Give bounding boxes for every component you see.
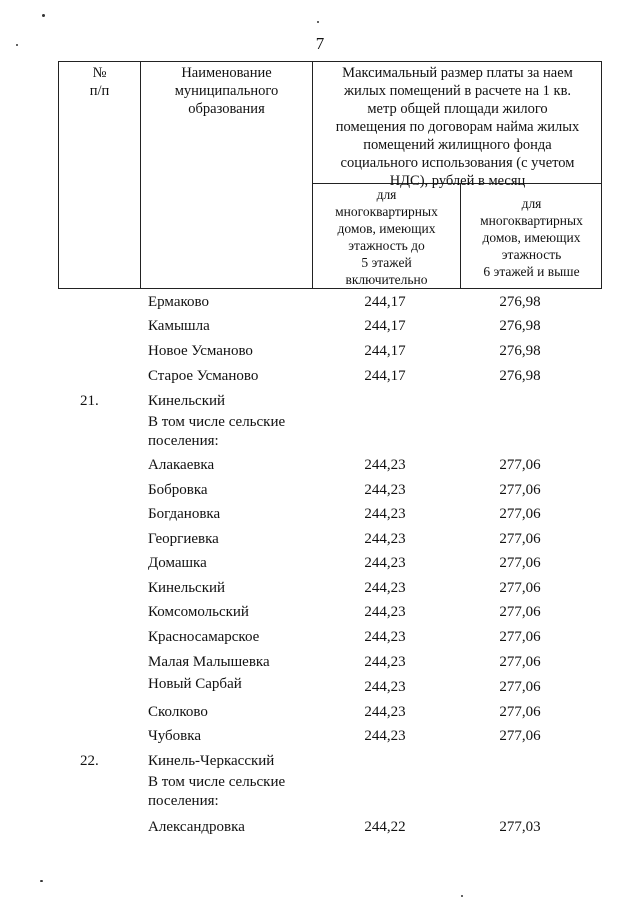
rent-6-plus: 277,06: [499, 506, 541, 522]
rent-6-plus: 276,98: [499, 368, 541, 384]
table-row: [0, 555, 640, 575]
settlement-name: Чубовка: [148, 728, 201, 744]
header-col-max-rent: Максимальный размер платы за наем жилых помещений в расчете на 1 кв. метр общей площади жилого помещения по договорам найма жилых помещений жилищного фонда социального использования (с учетом НДС), рублей в месяц: [335, 65, 580, 189]
settlement-name: Новый Сарбай: [148, 676, 242, 692]
settlement-name: Старое Усманово: [148, 368, 259, 384]
settlement-name: Кинельский: [148, 580, 226, 596]
settlement-name: Ермаково: [148, 294, 209, 310]
scan-speck: [40, 880, 43, 882]
rent-6-plus: 277,06: [499, 604, 541, 620]
rent-up-to-5: 244,23: [364, 506, 406, 522]
table-header: [58, 61, 602, 289]
rent-up-to-5: 244,23: [364, 728, 406, 744]
rent-6-plus: 276,98: [499, 294, 541, 310]
rent-up-to-5: 244,17: [364, 294, 406, 310]
district-row: [0, 393, 640, 413]
settlement-name: Камышла: [148, 318, 210, 334]
settlement-name: Сколково: [148, 704, 208, 720]
settlement-name: Малая Малышевка: [148, 654, 270, 670]
table-row: [0, 482, 640, 502]
header-col-up-to-5-floors: для многоквартирных домов, имеющих этажность до 5 этажей включительно: [335, 187, 438, 287]
scan-speck: [42, 14, 45, 17]
settlement-name: Домашка: [148, 555, 207, 571]
table-row: [0, 368, 640, 388]
district-subtitle: В том числе сельские поселения:: [148, 774, 286, 809]
table-row: [0, 654, 640, 674]
table-row: [0, 676, 640, 696]
rent-up-to-5: 244,23: [364, 482, 406, 498]
district-number: 21.: [80, 393, 99, 409]
table-row: [0, 580, 640, 600]
table-row: [0, 629, 640, 649]
page-number: 7: [315, 34, 325, 53]
rent-up-to-5: 244,23: [364, 679, 406, 695]
rent-up-to-5: 244,23: [364, 704, 406, 720]
rent-up-to-5: 244,22: [364, 819, 406, 835]
rent-up-to-5: 244,17: [364, 368, 406, 384]
rent-6-plus: 277,06: [499, 457, 541, 473]
header-col-number: № п/п: [89, 65, 110, 99]
rent-6-plus: 277,06: [499, 654, 541, 670]
scan-speck: [16, 44, 18, 46]
district-name: Кинель-Черкасский: [148, 753, 275, 769]
settlement-name: Бобровка: [148, 482, 208, 498]
rent-6-plus: 277,06: [499, 531, 541, 547]
table-row: [0, 704, 640, 724]
rent-6-plus: 277,06: [499, 580, 541, 596]
table-row: [0, 531, 640, 551]
table-row: [0, 506, 640, 526]
settlement-name: Красносамарское: [148, 629, 260, 645]
settlement-name: Алакаевка: [148, 457, 215, 473]
table-row: [0, 343, 640, 363]
rent-6-plus: 276,98: [499, 318, 541, 334]
rent-6-plus: 277,06: [499, 629, 541, 645]
district-subtitle: В том числе сельские поселения:: [148, 414, 286, 449]
district-name: Кинельский: [148, 393, 226, 409]
rent-6-plus: 277,03: [499, 819, 541, 835]
table-row: [0, 294, 640, 314]
rent-6-plus: 277,06: [499, 679, 541, 695]
rent-up-to-5: 244,23: [364, 555, 406, 571]
table-row: [0, 457, 640, 477]
settlement-name: Новое Усманово: [148, 343, 253, 359]
rent-6-plus: 277,06: [499, 555, 541, 571]
rent-up-to-5: 244,17: [364, 318, 406, 334]
table-row: [0, 604, 640, 624]
settlement-name: Комсомольский: [148, 604, 249, 620]
rent-6-plus: 277,06: [499, 482, 541, 498]
scan-speck: [317, 21, 319, 23]
rent-6-plus: 277,06: [499, 728, 541, 744]
rent-up-to-5: 244,23: [364, 654, 406, 670]
rent-up-to-5: 244,23: [364, 604, 406, 620]
district-number: 22.: [80, 753, 99, 769]
settlement-name: Георгиевка: [148, 531, 219, 547]
table-row: [0, 819, 640, 839]
rent-up-to-5: 244,23: [364, 457, 406, 473]
table-row: [0, 728, 640, 748]
district-row: [0, 753, 640, 773]
settlement-name: Богдановка: [148, 506, 221, 522]
rent-6-plus: 276,98: [499, 343, 541, 359]
header-col-6-plus-floors: для многоквартирных домов, имеющих этажность 6 этажей и выше: [480, 196, 583, 279]
settlement-name: Александровка: [148, 819, 245, 835]
scan-speck: [461, 895, 463, 897]
rent-up-to-5: 244,23: [364, 580, 406, 596]
rent-6-plus: 277,06: [499, 704, 541, 720]
header-col-municipality: Наименование муниципального образования: [174, 65, 279, 117]
rent-up-to-5: 244,23: [364, 629, 406, 645]
table-row: [0, 318, 640, 338]
rent-up-to-5: 244,23: [364, 531, 406, 547]
rent-up-to-5: 244,17: [364, 343, 406, 359]
